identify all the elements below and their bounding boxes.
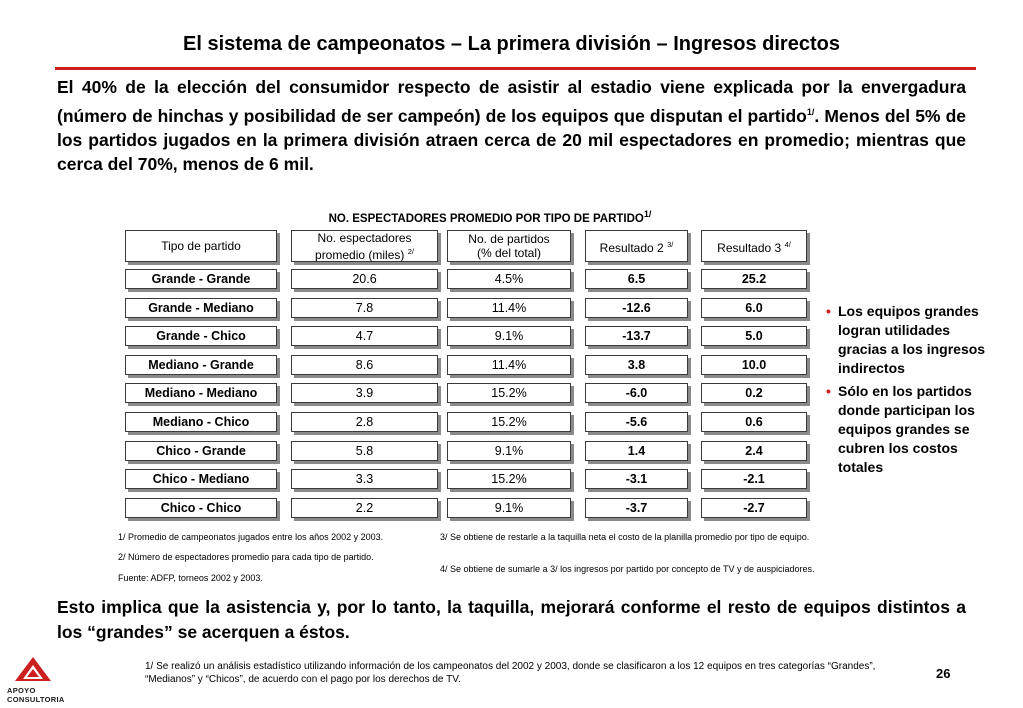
cell-tipo-partido: Mediano - Chico [125,412,277,432]
cell-partidos: 4.5% [447,269,571,289]
logo-mark-icon [13,655,53,685]
bullet-icon: • [826,383,831,399]
cell-espectadores: 3.9 [291,383,438,403]
bullet-item [826,302,991,378]
cell-resultado-2: 6.5 [585,269,688,289]
header-resultado-2 [585,230,688,262]
cell-espectadores: 8.6 [291,355,438,375]
cell-tipo-partido: Chico - Chico [125,498,277,518]
cell-partidos: 15.2% [447,469,571,489]
header-label [717,238,791,255]
cell-resultado-3: 0.6 [701,412,807,432]
header-label [468,232,549,260]
header-footnote-ref: 2/ [407,246,414,256]
intro-text-1: El 40% de la elección del consumidor respecto de asistir al estadio viene explicada por la envergadura (número de hinchas y posibilidad de ser campeón) de los equipos que disputan el partido [57,77,966,126]
bullet-list [826,302,991,481]
cell-partidos: 15.2% [447,383,571,403]
cell-resultado-3: 10.0 [701,355,807,375]
cell-resultado-2: -3.7 [585,498,688,518]
cell-tipo-partido: Mediano - Mediano [125,383,277,403]
cell-espectadores: 2.2 [291,498,438,518]
cell-espectadores: 7.8 [291,298,438,318]
cell-resultado-3: 6.0 [701,298,807,318]
header-partidos [447,230,571,262]
cell-resultado-3: 2.4 [701,441,807,461]
source-note: Fuente: ADFP, torneos 2002 y 2003. [118,573,263,583]
cell-resultado-3: 25.2 [701,269,807,289]
cell-tipo-partido: Mediano - Grande [125,355,277,375]
cell-resultado-2: -13.7 [585,326,688,346]
header-label [161,239,241,253]
header-label [315,231,414,262]
intro-text-2: . Menos del 5% de los partidos jugados en la primera división atraen cerca de 20 mil espectadores en promedio; mientras que cerca del 70%, menos de 6 mil. [57,105,966,175]
cell-espectadores: 5.8 [291,441,438,461]
cell-espectadores: 20.6 [291,269,438,289]
cell-resultado-3: -2.7 [701,498,807,518]
header-tipo-partido [125,230,277,262]
title-divider [55,67,976,70]
header-resultado-3 [701,230,807,262]
header-line1: Resultado 3 [717,240,785,255]
cell-resultado-3: 0.2 [701,383,807,403]
cell-partidos: 9.1% [447,326,571,346]
bullet-text: Sólo en los partidos donde participan los equipos grandes se cubren los costos totales [838,383,975,475]
intro-paragraph [57,75,966,177]
bottom-footnote: 1/ Se realizó un análisis estadístico utilizando información de los campeonatos del 2002 y 2003, donde se clasificaron a los 12 equipos en tres categorías “Grandes”, “Medianos” y “Chicos”, de acuerdo con el pago por los derechos de TV. [145,661,876,685]
table-title [290,209,690,225]
header-line1: No. espectadores [317,230,412,245]
footnote-2: 2/ Número de espectadores promedio para cada tipo de partido. [118,552,374,562]
header-espectadores [291,230,438,262]
page-title: El sistema de campeonatos – La primera división – Ingresos directos [183,33,840,55]
header-footnote-ref: 4/ [784,239,791,249]
cell-espectadores: 4.7 [291,326,438,346]
cell-tipo-partido: Grande - Grande [125,269,277,289]
footnote-3: 3/ Se obtiene de restarle a la taquilla neta el costo de la planilla promedio por tipo de equipo. [440,532,810,542]
footnote-4: 4/ Se obtiene de sumarle a 3/ los ingresos por partido por concepto de TV y de auspiciadores. [440,564,815,574]
header-label [600,238,674,255]
cell-resultado-2: -12.6 [585,298,688,318]
intro-footnote-ref: 1/ [806,106,815,117]
table-title-text: NO. ESPECTADORES PROMEDIO POR TIPO DE PARTIDO [328,212,644,225]
cell-resultado-2: 3.8 [585,355,688,375]
cell-tipo-partido: Grande - Chico [125,326,277,346]
header-line1: Tipo de partido [161,239,241,253]
bullet-text: Los equipos grandes logran utilidades gracias a los ingresos indirectos [838,303,986,376]
bullet-item [826,382,991,477]
cell-partidos: 15.2% [447,412,571,432]
cell-espectadores: 2.8 [291,412,438,432]
cell-resultado-2: 1.4 [585,441,688,461]
table-title-footnote-ref: 1/ [643,209,652,219]
cell-tipo-partido: Chico - Mediano [125,469,277,489]
logo-text-line1: APOYO [7,686,36,695]
cell-resultado-3: -2.1 [701,469,807,489]
cell-tipo-partido: Grande - Mediano [125,298,277,318]
header-line1: Resultado 2 [599,240,668,255]
header-line1: No. de partidos [468,232,550,246]
header-line2: promedio (miles) [315,247,408,262]
cell-partidos: 9.1% [447,441,571,461]
conclusion-paragraph: Esto implica que la asistencia y, por lo tanto, la taquilla, mejorará conforme el resto de equipos distintos a los “grandes” se acerquen a éstos. [57,597,966,642]
footnote-1: 1/ Promedio de campeonatos jugados entre los años 2002 y 2003. [118,532,384,542]
cell-partidos: 11.4% [447,298,571,318]
header-line2: (% del total) [476,246,541,260]
header-footnote-ref: 3/ [667,239,674,249]
cell-resultado-2: -6.0 [585,383,688,403]
apoyo-logo [7,655,87,705]
cell-partidos: 9.1% [447,498,571,518]
cell-resultado-2: -5.6 [585,412,688,432]
cell-resultado-2: -3.1 [585,469,688,489]
logo-text-line2: CONSULTORIA [7,695,65,704]
cell-resultado-3: 5.0 [701,326,807,346]
cell-espectadores: 3.3 [291,469,438,489]
page-number: 26 [936,666,951,681]
cell-tipo-partido: Chico - Grande [125,441,277,461]
cell-partidos: 11.4% [447,355,571,375]
bullet-icon: • [826,303,831,319]
